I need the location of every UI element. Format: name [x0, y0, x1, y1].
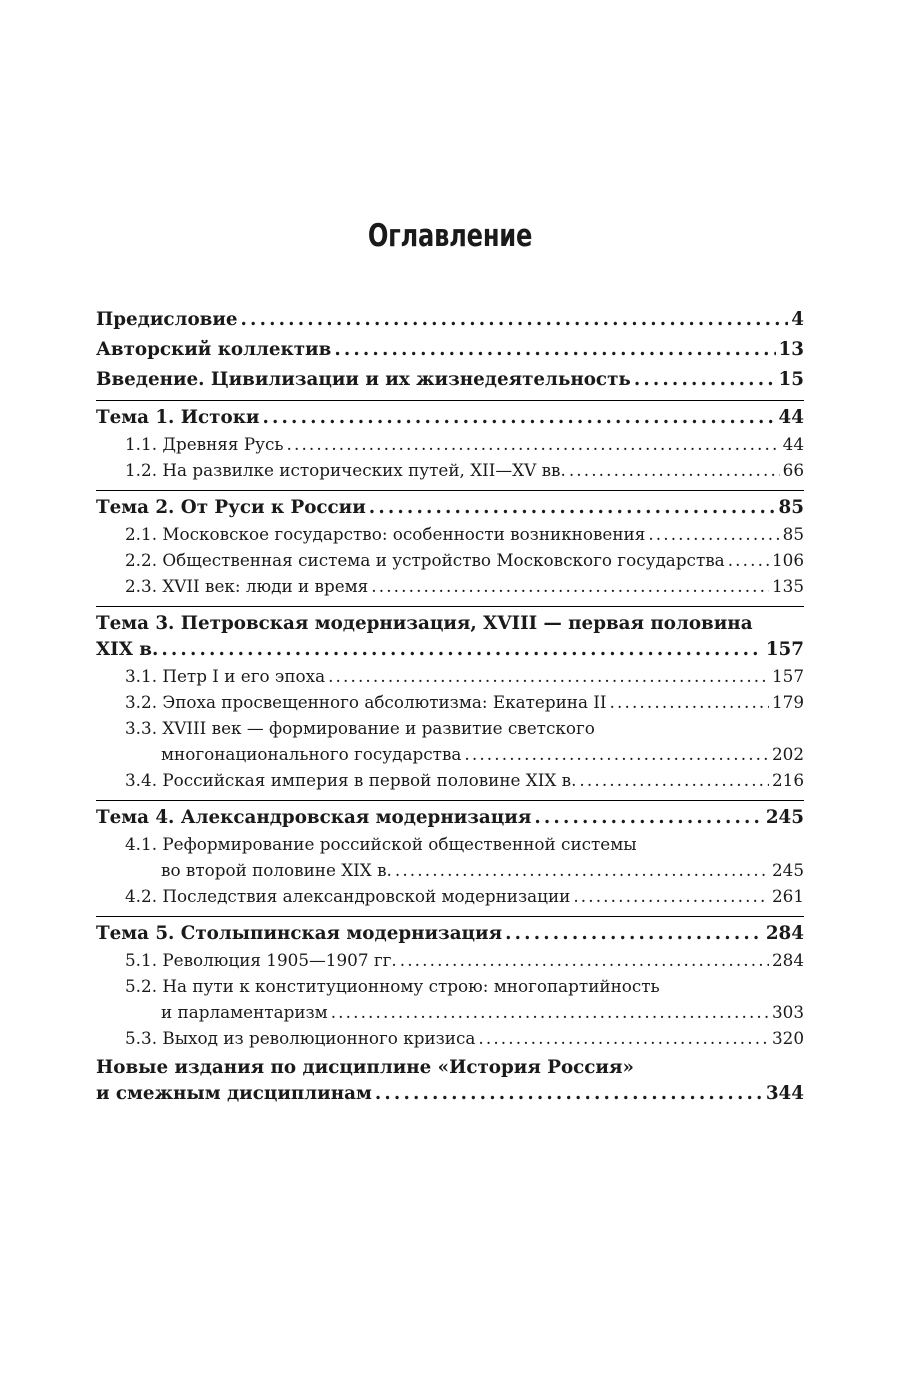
dot-leader — [478, 1025, 769, 1051]
toc-entry-title-line-2: многонационального государства — [161, 744, 462, 764]
dot-leader — [375, 1081, 763, 1107]
toc-entry-title: 1.1. Древняя Русь — [125, 434, 284, 454]
toc-subentry-4-2[interactable] — [96, 883, 804, 909]
toc-subentry-2-3[interactable] — [96, 573, 804, 599]
toc-page-number: 303 — [771, 1002, 804, 1022]
section-divider — [96, 490, 804, 491]
toc-entry-topic-2[interactable] — [96, 495, 804, 521]
dot-leader — [610, 689, 769, 715]
toc-page-number: 106 — [771, 550, 804, 570]
toc-page-number: 261 — [771, 886, 804, 906]
toc-entry-topic-5[interactable] — [96, 921, 804, 947]
toc-entry-title: 2.1. Московское государство: особенности возникновения — [125, 524, 646, 544]
toc-page-number: 4 — [791, 309, 804, 330]
toc-page-number: 216 — [771, 770, 804, 790]
dot-leader — [400, 947, 769, 973]
toc-entry-topic-3[interactable] — [96, 611, 804, 663]
toc-entry-authors[interactable] — [96, 337, 804, 363]
toc-entry-title: 2.3. XVII век: люди и время — [125, 576, 369, 596]
toc-page-number: 157 — [771, 666, 804, 686]
toc-entry-title: 5.1. Революция 1905—1907 гг. — [125, 950, 397, 970]
dot-leader — [573, 883, 769, 909]
toc-subentry-3-3[interactable] — [96, 715, 804, 767]
toc-page-number: 284 — [771, 950, 804, 970]
toc-subentry-3-1[interactable] — [96, 663, 804, 689]
toc-entry-title: 5.3. Выход из революционного кризиса — [125, 1028, 476, 1048]
toc-page-number: 135 — [771, 576, 804, 596]
toc-entry-title: 1.2. На развилке исторических путей, XII—XV вв. — [125, 460, 566, 480]
toc-subentry-1-1[interactable] — [96, 431, 804, 457]
toc-page-number: 44 — [778, 407, 804, 428]
toc-page-number: 44 — [782, 434, 804, 454]
toc-entry-title-line-1: 3.3. XVIII век — формирование и развитие светского — [125, 718, 595, 738]
dot-leader — [328, 663, 769, 689]
dot-leader — [534, 805, 762, 831]
toc-entry-title-line-1: 5.2. На пути к конституционному строю: многопартийность — [125, 976, 660, 996]
toc-entry-title-line-1: Новые издания по дисциплине «История Россия» — [96, 1057, 634, 1078]
toc-entry-new-editions[interactable] — [96, 1055, 804, 1107]
toc-page-number: 85 — [782, 524, 804, 544]
toc-page-number: 15 — [778, 369, 804, 390]
toc-entry-title: 3.2. Эпоха просвещенного абсолютизма: Екатерина II — [125, 692, 607, 712]
toc-entry-title: Авторский коллектив — [96, 339, 332, 360]
toc-entry-title: 3.1. Петр I и его эпоха — [125, 666, 326, 686]
toc-entry-title-line-2: во второй половине XIX в. — [161, 860, 392, 880]
toc-page-number: 284 — [765, 923, 804, 944]
toc-entry-title: 4.2. Последствия александровской модернизации — [125, 886, 571, 906]
toc-entry-title-line-1: 4.1. Реформирование российской общественной системы — [125, 834, 637, 854]
toc-page-number: 245 — [771, 860, 804, 880]
section-divider — [96, 800, 804, 801]
section-divider — [96, 400, 804, 401]
toc-entry-title-line-2: и парламентаризм — [161, 1002, 328, 1022]
page-title: Оглавление — [367, 218, 533, 254]
toc-entry-title: Тема 4. Александровская модернизация — [96, 807, 532, 828]
dot-leader — [371, 573, 769, 599]
toc-subentry-2-2[interactable] — [96, 547, 804, 573]
toc-page-number: 13 — [778, 339, 804, 360]
toc-page-number: 320 — [771, 1028, 804, 1048]
toc-entry-title-line-2: и смежным дисциплинам — [96, 1083, 372, 1104]
dot-leader — [331, 999, 769, 1025]
toc-subentry-5-2[interactable] — [96, 973, 804, 1025]
toc-entry-intro[interactable] — [96, 367, 804, 393]
toc-page-number: 85 — [778, 497, 804, 518]
toc-subentry-5-3[interactable] — [96, 1025, 804, 1051]
toc-entry-title-line-2: XIX в. — [96, 639, 159, 660]
dot-leader — [648, 521, 779, 547]
dot-leader — [287, 431, 780, 457]
toc-page-number: 245 — [765, 807, 804, 828]
toc-page-number: 66 — [782, 460, 804, 480]
toc-page-number: 202 — [771, 744, 804, 764]
toc-entry-preface[interactable] — [96, 307, 804, 333]
toc-entry-title: Введение. Цивилизации и их жизнедеятельность — [96, 369, 631, 390]
dot-leader — [395, 857, 769, 883]
toc-entry-title: 2.2. Общественная система и устройство Московского государства — [125, 550, 725, 570]
dot-leader — [579, 767, 769, 793]
section-divider — [96, 606, 804, 607]
toc-entry-topic-4[interactable] — [96, 805, 804, 831]
dot-leader — [728, 547, 769, 573]
toc-page-number: 179 — [771, 692, 804, 712]
table-of-contents — [96, 307, 804, 1107]
toc-subentry-3-4[interactable] — [96, 767, 804, 793]
dot-leader — [505, 921, 763, 947]
toc-entry-title-line-1: Тема 3. Петровская модернизация, XVIII — первая половина — [96, 613, 753, 634]
toc-page-number: 157 — [765, 639, 804, 660]
toc-subentry-4-1[interactable] — [96, 831, 804, 883]
dot-leader — [464, 741, 769, 767]
toc-entry-title: Тема 2. От Руси к России — [96, 497, 366, 518]
dot-leader — [634, 367, 776, 393]
dot-leader — [334, 337, 775, 363]
toc-entry-title: Предисловие — [96, 309, 238, 330]
dot-leader — [262, 405, 775, 431]
dot-leader — [161, 637, 762, 663]
toc-entry-title: Тема 1. Истоки — [96, 407, 260, 428]
toc-entry-title: 3.4. Российская империя в первой половине XIX в. — [125, 770, 577, 790]
toc-subentry-5-1[interactable] — [96, 947, 804, 973]
dot-leader — [241, 307, 789, 333]
toc-subentry-1-2[interactable] — [96, 457, 804, 483]
toc-entry-title: Тема 5. Столыпинская модернизация — [96, 923, 503, 944]
dot-leader — [569, 457, 780, 483]
toc-page-number: 344 — [765, 1083, 804, 1104]
dot-leader — [369, 495, 776, 521]
toc-entry-topic-1[interactable] — [96, 405, 804, 431]
toc-subentry-3-2[interactable] — [96, 689, 804, 715]
toc-subentry-2-1[interactable] — [96, 521, 804, 547]
section-divider — [96, 916, 804, 917]
